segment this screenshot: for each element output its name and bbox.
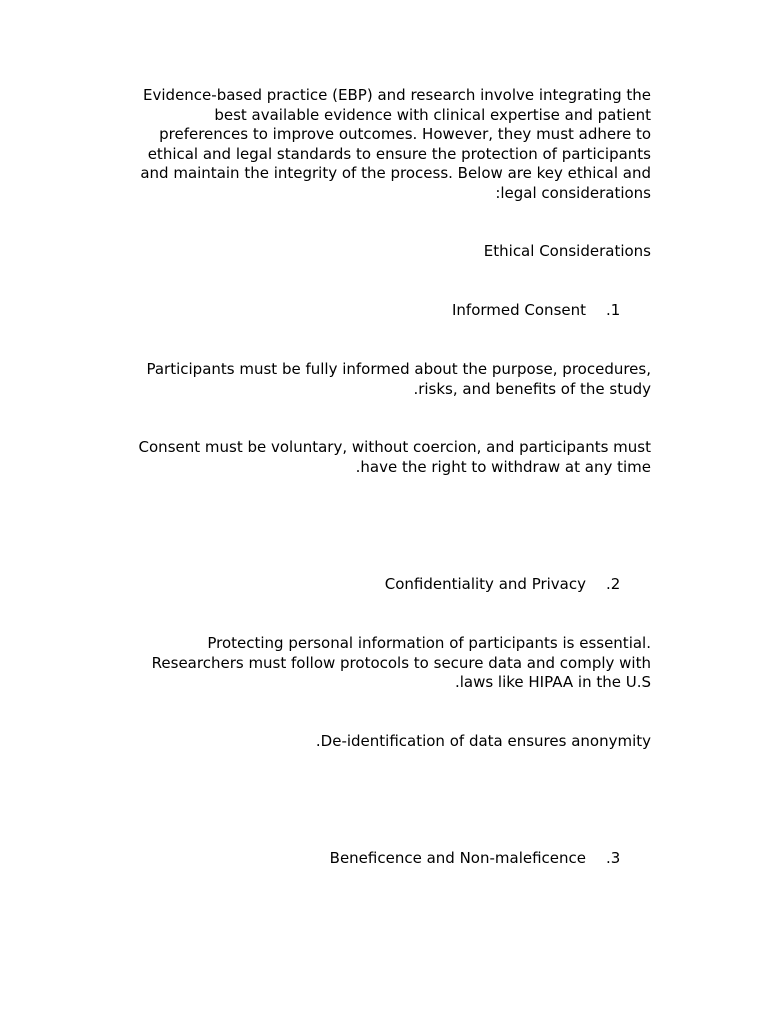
list-item-title: Beneficence and Non-maleficence [329,849,586,867]
paragraph-line: Consent must be voluntary, without coercion, and participants must [138,438,651,456]
paragraph-line: Participants must be fully informed about the purpose, procedures, [146,360,651,378]
paragraph-line: .have the right to withdraw at any time [355,457,651,476]
paragraph-line: .risks, and benefits of the study [413,379,651,398]
list-item-heading [452,301,642,321]
section-heading [111,242,651,262]
list-item-title: Confidentiality and Privacy [384,575,586,593]
paragraph-line: .laws like HIPAA in the U.S [454,673,651,691]
list-item-number: .2 [606,575,621,593]
paragraph-line: Protecting personal information of participants is essential. [207,634,651,652]
item-2-paragraph-1 [111,634,651,693]
intro-line: Evidence-based practice (EBP) and research involve integrating the [143,86,651,104]
paragraph-line: .De-identification of data ensures anonymity [315,732,651,750]
list-item-number: .1 [606,301,621,319]
intro-line: and maintain the integrity of the process. Below are key ethical and [140,164,651,182]
item-1-paragraph-2 [111,438,651,477]
intro-paragraph [111,86,651,203]
section-heading-text: Ethical Considerations [483,242,651,260]
paragraph-line: Researchers must follow protocols to secure data and comply with [151,653,651,672]
list-item-title: Informed Consent [451,301,586,319]
list-item-number: .3 [606,849,621,867]
intro-line: :legal considerations [495,183,651,202]
item-2-paragraph-2 [111,732,651,752]
list-item-heading [385,575,642,595]
intro-line: ethical and legal standards to ensure the protection of participants [147,144,651,163]
list-item-heading [330,849,642,869]
item-1-paragraph-1 [111,360,651,399]
intro-line: best available evidence with clinical expertise and patient [214,105,651,124]
intro-line: preferences to improve outcomes. However, they must adhere to [159,125,651,143]
